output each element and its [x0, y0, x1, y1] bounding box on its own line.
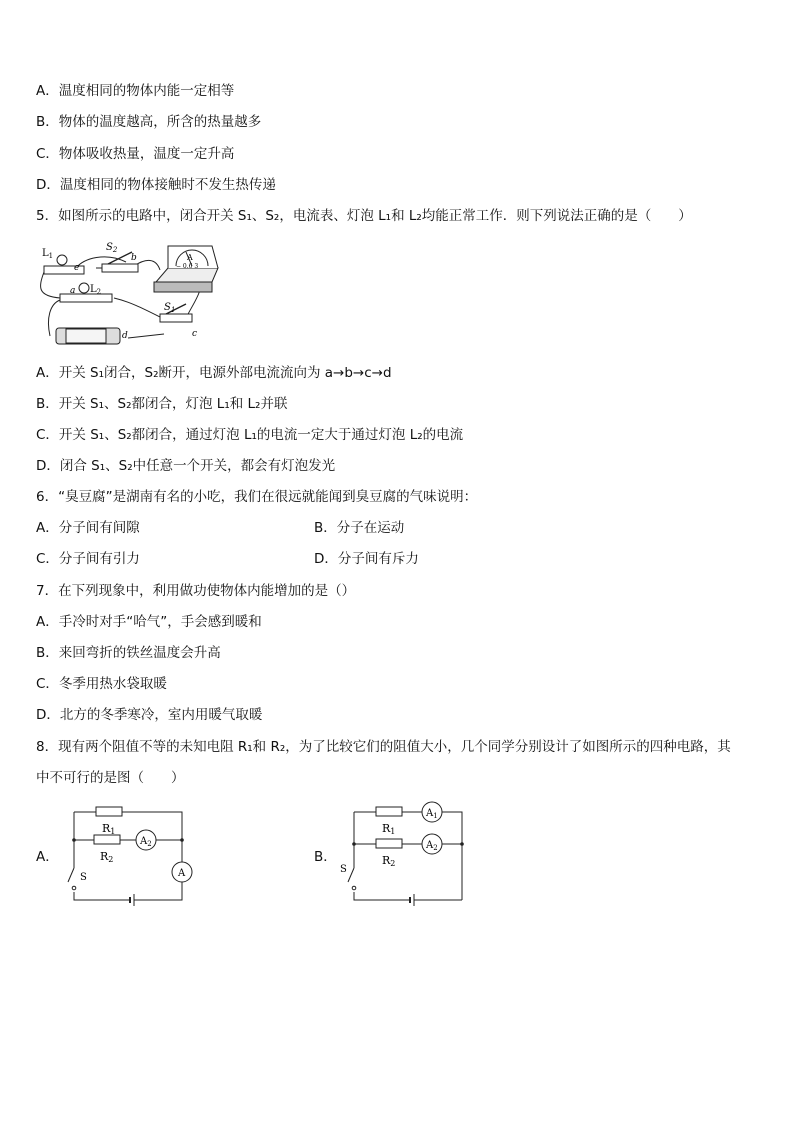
q8-circuit-a: [60, 800, 200, 908]
label-c: c: [192, 329, 198, 339]
fig-a-r1-label: R1: [102, 822, 116, 836]
q4-option-d: D．温度相同的物体接触时不发生热传递: [36, 177, 276, 193]
q7-option-b: B．来回弯折的铁丝温度会升高: [36, 645, 221, 661]
fig-b-s-label: S: [340, 864, 347, 875]
q8-figure-b-label: B．: [314, 849, 337, 865]
q8-stem-line1: 8．现有两个阻值不等的未知电阻 R₁和 R₂，为了比较它们的阻值大小，几个同学分别设计了如图所示的四种电路，其: [36, 739, 731, 755]
q6-option-c: C．分子间有引力: [36, 551, 140, 567]
label-b: b: [131, 253, 137, 263]
q5-option-b: B．开关 S₁、S₂都闭合，灯泡 L₁和 L₂并联: [36, 396, 288, 412]
fig-a-s-label: S: [80, 872, 87, 883]
q8-stem-line2: 中不可行的是图（ ）: [36, 770, 185, 786]
q6-option-b: B．分子在运动: [314, 520, 405, 536]
fig-b-r1-label: R1: [382, 822, 396, 836]
q8-figure-a-label: A．: [36, 849, 59, 865]
q5-option-a: A．开关 S₁闭合，S₂断开，电源外部电流流向为 a→b→c→d: [36, 365, 392, 381]
fig-b-a2-label: $A_2$: [426, 840, 438, 852]
label-meter: A: [187, 253, 193, 262]
q5-option-d: D．闭合 S₁、S₂中任意一个开关，都会有灯泡发光: [36, 458, 336, 474]
q7-option-a: A．手冷时对手“哈气”，手会感到暖和: [36, 614, 262, 630]
q5-circuit-figure: [36, 238, 226, 348]
label-meter-scale: − 0.6 3: [176, 263, 199, 270]
fig-a-a-label: A: [178, 868, 186, 879]
label-a: a: [70, 286, 76, 296]
q4-option-c: C．物体吸收热量，温度一定升高: [36, 146, 235, 162]
label-d: d: [122, 331, 128, 341]
q4-option-a: A．温度相同的物体内能一定相等: [36, 83, 235, 99]
fig-a-r2-label: R2: [100, 850, 114, 864]
q6-option-d: D．分子间有斥力: [314, 551, 419, 567]
q6-stem: 6．“臭豆腐”是湖南有名的小吃，我们在很远就能闻到臭豆腐的气味说明：: [36, 489, 478, 505]
fig-b-a1-label: $A_1$: [426, 808, 438, 820]
label-l2: $L_2$: [90, 284, 102, 296]
q5-option-c: C．开关 S₁、S₂都闭合，通过灯泡 L₁的电流一定大于通过灯泡 L₂的电流: [36, 427, 464, 443]
fig-a-a2-label: $A_2$: [140, 836, 152, 848]
q7-option-c: C．冬季用热水袋取暖: [36, 676, 167, 692]
q7-option-d: D．北方的冬季寒冷，室内用暖气取暖: [36, 707, 263, 723]
fig-b-r2-label: R2: [382, 854, 396, 868]
q7-stem: 7．在下列现象中，利用做功使物体内能增加的是（）: [36, 583, 356, 599]
label-s2: $S_2$: [106, 242, 118, 254]
q6-option-a: A．分子间有间隙: [36, 520, 140, 536]
label-e: e: [74, 263, 80, 273]
label-l1: $L_1$: [42, 248, 54, 260]
label-s1: $S_1$: [164, 302, 176, 314]
q8-circuit-b: [340, 800, 480, 908]
q5-stem: 5．如图所示的电路中，闭合开关 S₁、S₂，电流表、灯泡 L₁和 L₂均能正常工作．则下列说法正确的是（ ）: [36, 208, 692, 224]
q4-option-b: B．物体的温度越高，所含的热量越多: [36, 114, 262, 130]
